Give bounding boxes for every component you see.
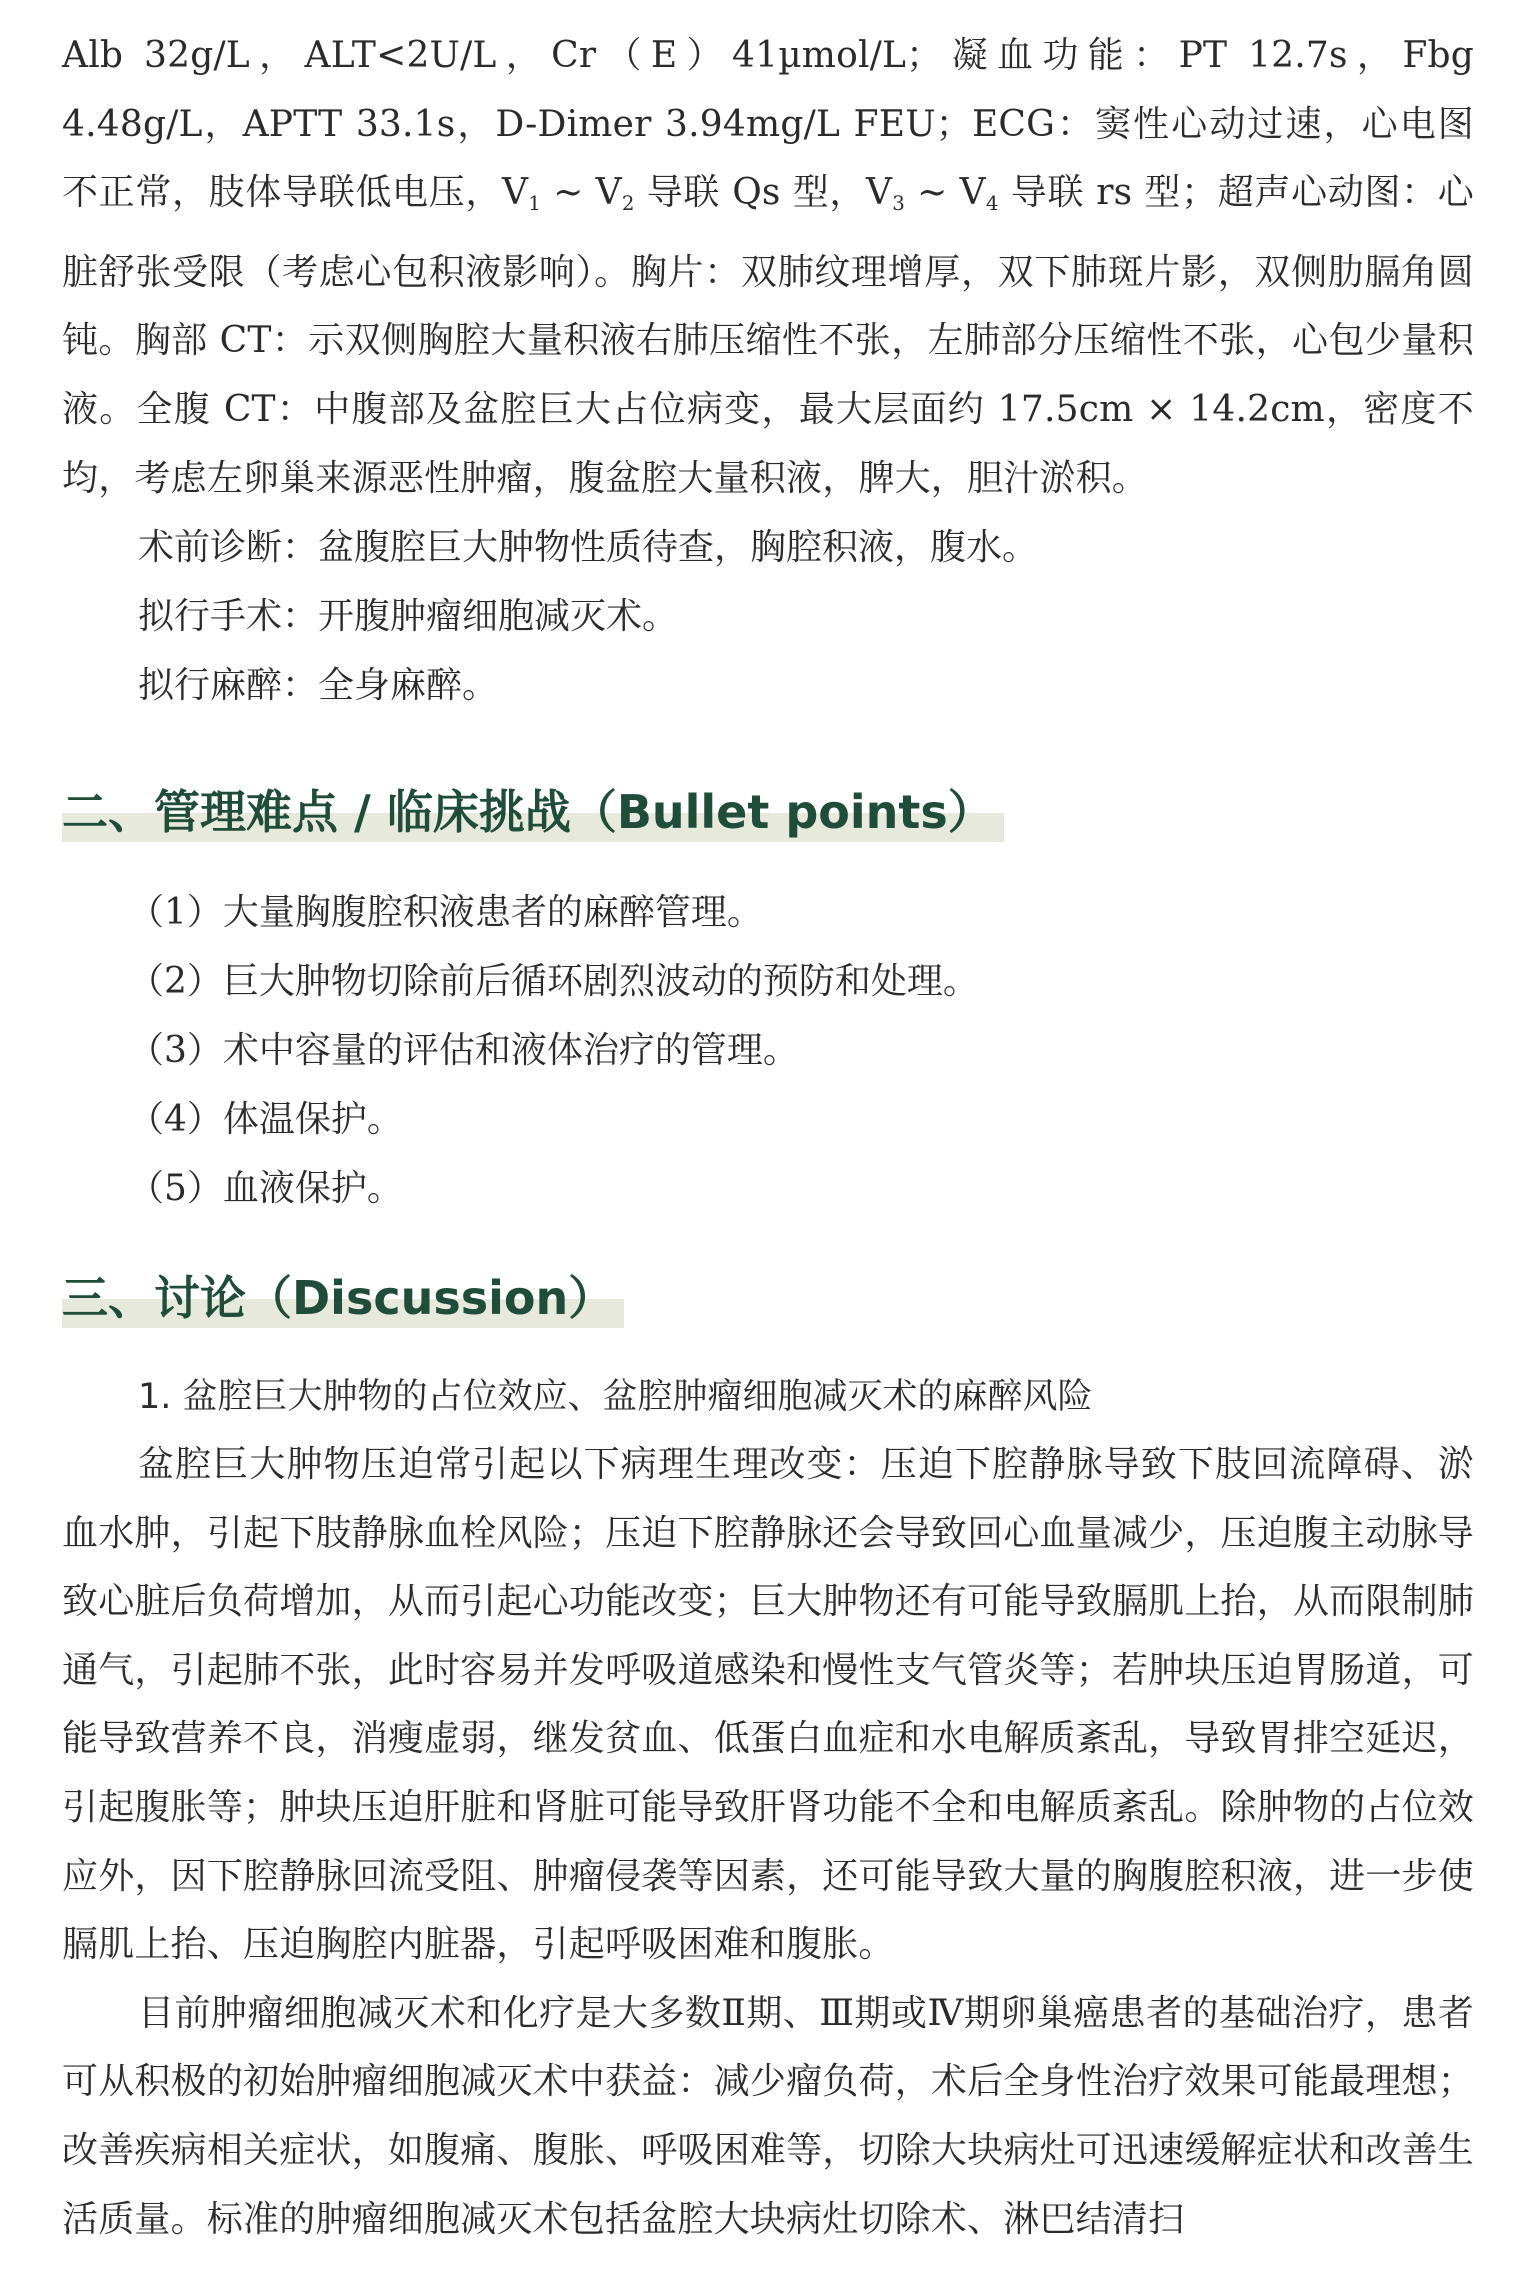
discussion-paragraph-2: 目前肿瘤细胞减灭术和化疗是大多数Ⅱ期、Ⅲ期或Ⅳ期卵巢癌患者的基础治疗，患者可从积极的初始肿瘤细胞减灭术中获益：减少瘤负荷，术后全身性治疗效果可能最理想；改善疾病相关症状，如腹痛、腹胀、呼吸困难等，切除大块病灶可迅速缓解症状和改善生活质量。标准的肿瘤细胞减灭术包括盆腔大块病灶切除术、淋巴结清扫: [62, 1992, 1474, 2240]
findings-text-b: 导联 Qs 型，V: [634, 172, 893, 214]
section-2-heading: 二、管理难点 / 临床挑战（Bullet points）: [62, 782, 1004, 842]
findings-text-a: Alb 32g/L，ALT<2U/L，Cr（E）41µmol/L；凝血功能：PT 12.7s，Fbg 4.48g/L，APTT 33.1s，D-Dimer 3.94mg/L FEU；ECG：窦性心动过速，心电图不正常，肢体导联低电压，V: [62, 35, 1474, 214]
planned-surgery: 拟行手术：开腹肿瘤细胞减灭术。: [138, 596, 679, 638]
challenge-item: （2）巨大肿物切除前后循环剧烈波动的预防和处理。: [128, 961, 979, 1002]
preop-diagnosis: 术前诊断：盆腹腔巨大肿物性质待查，胸腔积液，腹水。: [138, 527, 1039, 569]
challenge-item: （1）大量胸腹腔积液患者的麻醉管理。: [128, 892, 763, 933]
lead-subscript: 4: [985, 192, 999, 216]
challenges-list: [62, 878, 1474, 1223]
case-findings-paragraph: [62, 22, 1474, 513]
findings-tilde: ~ V: [541, 172, 622, 214]
findings-tilde: ~ V: [905, 172, 986, 214]
challenge-item: （3）术中容量的评估和液体治疗的管理。: [128, 1030, 799, 1071]
challenge-item: （4）体温保护。: [128, 1099, 403, 1140]
lead-subscript: 2: [621, 192, 635, 216]
lead-subscript: 1: [528, 192, 542, 216]
lead-subscript: 3: [892, 192, 906, 216]
discussion-paragraph-1: 盆腔巨大肿物压迫常引起以下病理生理改变：压迫下腔静脉导致下肢回流障碍、淤血水肿，引起下肢静脉血栓风险；压迫下腔静脉还会导致回心血量减少，压迫腹主动脉导致心脏后负荷增加，从而引起心功能改变；巨大肿物还有可能导致膈肌上抬，从而限制肺通气，引起肺不张，此时容易并发呼吸道感染和慢性支气管炎等；若肿块压迫胃肠道，可能导致营养不良，消瘦虚弱，继发贫血、低蛋白血症和水电解质紊乱，导致胃排空延迟，引起腹胀等；肿块压迫肝脏和肾脏可能导致肝肾功能不全和电解质紊乱。除肿物的占位效应外，因下腔静脉回流受阻、肿瘤侵袭等因素，还可能导致大量的胸腹腔积液，进一步使膈肌上抬、压迫胸腔内脏器，引起呼吸困难和腹胀。: [62, 1444, 1474, 1966]
discussion-block: [62, 1363, 1474, 2254]
case-findings-block: [62, 22, 1474, 720]
planned-anesthesia: 拟行麻醉：全身麻醉。: [138, 665, 499, 707]
challenge-item: （5）血液保护。: [128, 1168, 403, 1209]
section-3-heading: 三、讨论（Discussion）: [62, 1268, 624, 1328]
findings-text-c: 导联 rs 型；超声心动图：心脏舒张受限（考虑心包积液影响）。胸片：双肺纹理增厚，双下肺斑片影，双侧肋膈角圆钝。胸部 CT：示双侧胸腔大量积液右肺压缩性不张，左肺部分压缩性不张，心包少量积液。全腹 CT：中腹部及盆腔巨大占位病变，最大层面约 17.5cm × 14.2cm，密度不均，考虑左卵巢来源恶性肿瘤，腹盆腔大量积液，脾大，胆汁淤积。: [62, 172, 1474, 499]
discussion-subheading: 1. 盆腔巨大肿物的占位效应、盆腔肿瘤细胞减灭术的麻醉风险: [138, 1377, 1093, 1417]
